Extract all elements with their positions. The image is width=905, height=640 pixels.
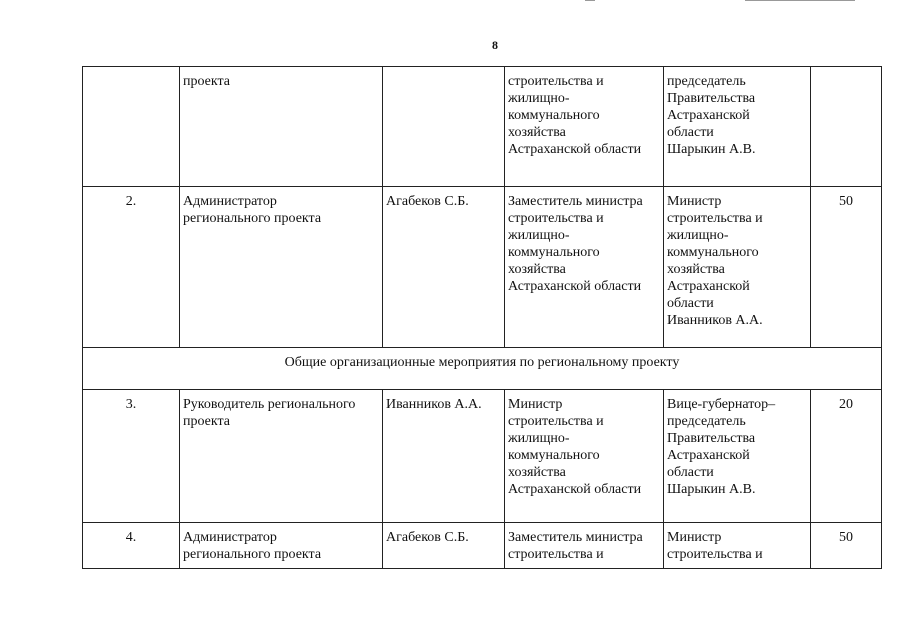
row-number: 3. [83, 390, 180, 523]
position-cell: строительства и жилищно- коммунального хозяйства Астраханской области [505, 67, 664, 187]
section-row [83, 348, 882, 390]
role-cell: Руководитель регионального проекта [180, 390, 383, 523]
person-cell [383, 67, 505, 187]
percent-cell [811, 67, 882, 187]
row-number [83, 67, 180, 187]
supervisor-cell: Вице-губернатор– председатель Правительства Астраханской области Шарыкин А.В. [664, 390, 811, 523]
percent-cell: 50 [811, 187, 882, 348]
table-row [83, 390, 882, 523]
row-number: 2. [83, 187, 180, 348]
position-cell: Заместитель министра строительства и жилищно- коммунального хозяйства Астраханской области [505, 187, 664, 348]
page-number: 8 [492, 38, 498, 52]
supervisor-cell: председатель Правительства Астраханской области Шарыкин А.В. [664, 67, 811, 187]
role-cell: Администратор регионального проекта [180, 523, 383, 569]
header-rule [585, 0, 595, 1]
percent-cell: 20 [811, 390, 882, 523]
role-cell: Администратор регионального проекта [180, 187, 383, 348]
table-row [83, 523, 882, 569]
person-cell: Агабеков С.Б. [383, 523, 505, 569]
table-row [83, 187, 882, 348]
header-rule [745, 0, 855, 1]
person-cell: Иванников А.А. [383, 390, 505, 523]
supervisor-cell: Министр строительства и [664, 523, 811, 569]
table-row [83, 67, 882, 187]
percent-cell: 50 [811, 523, 882, 569]
position-cell: Заместитель министра строительства и [505, 523, 664, 569]
row-number: 4. [83, 523, 180, 569]
section-title: Общие организационные мероприятия по региональному проекту [83, 348, 882, 390]
position-cell: Министр строительства и жилищно- коммунального хозяйства Астраханской области [505, 390, 664, 523]
role-cell: проекта [180, 67, 383, 187]
person-cell: Агабеков С.Б. [383, 187, 505, 348]
responsibility-table [82, 66, 882, 569]
supervisor-cell: Министр строительства и жилищно- коммунального хозяйства Астраханской области Иванников А.А. [664, 187, 811, 348]
